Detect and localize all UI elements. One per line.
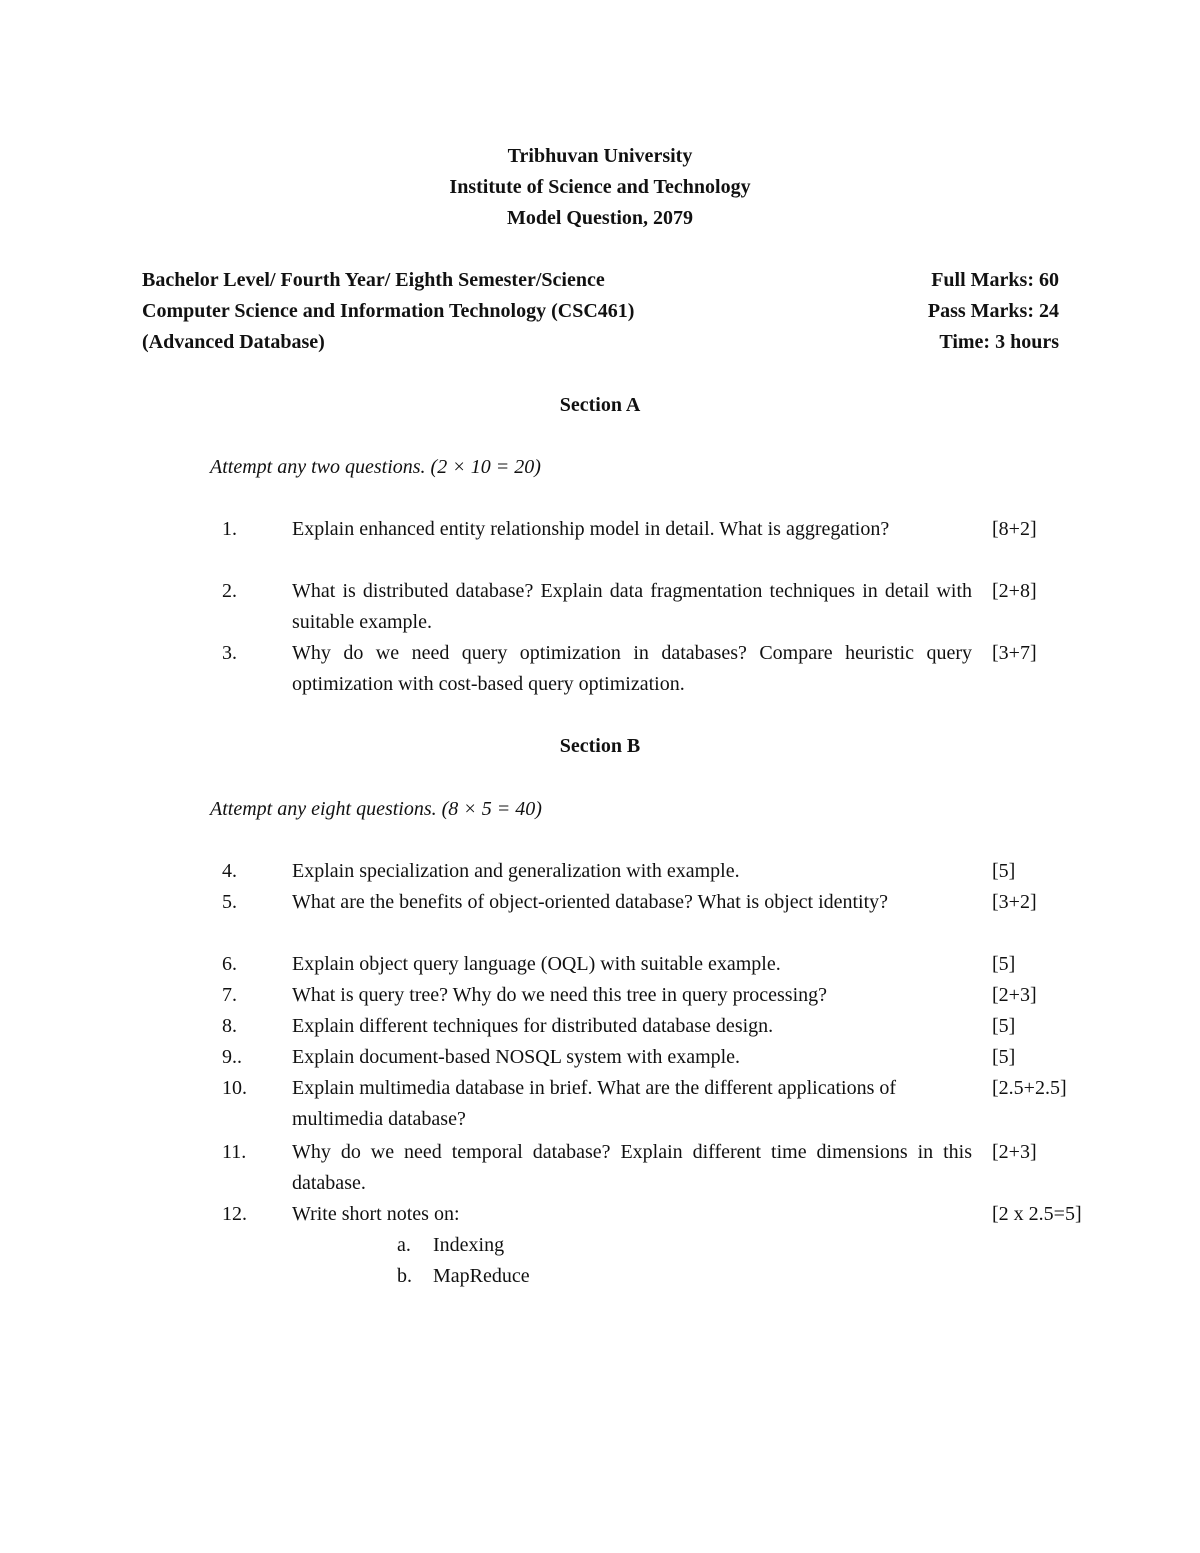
section-b-title: Section B [559,735,641,757]
full-marks: Full Marks: 60 [931,269,1059,291]
question-text: Explain object query language (OQL) with suitable example. [292,953,781,975]
subitem-letter: a. [397,1234,411,1256]
question-number: 3. [222,642,237,664]
pass-marks: Pass Marks: 24 [927,300,1059,322]
question-marks: [2+3] [992,1141,1037,1163]
level-line: Bachelor Level/ Fourth Year/ Eighth Semester/Science [142,269,605,291]
question-text: Explain document-based NOSQL system with example. [292,1046,741,1068]
section-a-instruction: Attempt any two questions. (2 × 10 = 20) [210,456,541,478]
question-text: Explain multimedia database in brief. What are the different applications of multimedia database? [292,1077,897,1130]
question-number: 10. [222,1077,247,1099]
question-marks: [3+2] [992,891,1037,913]
question-marks: [8+2] [992,518,1037,540]
question-marks: [2+3] [992,984,1037,1006]
section-b-instruction: Attempt any eight questions. (8 × 5 = 40) [210,798,542,820]
question-text: Why do we need temporal database? Explain different time dimensions in this database. [292,1141,972,1194]
course-line: (Advanced Database) [142,331,325,353]
question-number: 4. [222,860,237,882]
question-number: 11. [222,1141,247,1163]
section-a-title: Section A [559,394,641,416]
question-text: Why do we need query optimization in databases? Compare heuristic query optimization with cost-based query optimization. [292,642,972,695]
subitem-text: MapReduce [433,1265,530,1287]
question-text: What is distributed database? Explain data fragmentation techniques in detail with suitable example. [292,580,972,633]
question-marks: [2+8] [992,580,1037,602]
question-number: 8. [222,1015,237,1037]
question-marks: [5] [992,953,1016,975]
question-text: Write short notes on: [292,1203,460,1225]
question-text: Explain different techniques for distributed database design. [292,1015,774,1037]
institute-name: Institute of Science and Technology [449,176,751,198]
question-text: Explain enhanced entity relationship model in detail. What is aggregation? [292,518,890,540]
question-marks: [3+7] [992,642,1037,664]
question-marks: [2.5+2.5] [992,1077,1067,1099]
question-number: 5. [222,891,237,913]
question-number: 9.. [222,1046,242,1068]
question-marks: [5] [992,1046,1016,1068]
question-number: 6. [222,953,237,975]
question-number: 12. [222,1203,247,1225]
question-number: 7. [222,984,237,1006]
program-line: Computer Science and Information Technology (CSC461) [142,300,635,322]
question-number: 1. [222,518,237,540]
question-text: What is query tree? Why do we need this tree in query processing? [292,984,827,1006]
subitem-letter: b. [397,1265,412,1287]
exam-title: Model Question, 2079 [506,207,694,229]
question-marks: [2 x 2.5=5] [992,1203,1082,1225]
question-number: 2. [222,580,237,602]
question-marks: [5] [992,1015,1016,1037]
subitem-text: Indexing [433,1234,505,1256]
question-text: Explain specialization and generalization with example. [292,860,740,882]
question-text: What are the benefits of object-oriented database? What is object identity? [292,891,889,913]
question-marks: [5] [992,860,1016,882]
time-allowed: Time: 3 hours [939,331,1059,353]
university-name: Tribhuvan University [507,145,693,167]
